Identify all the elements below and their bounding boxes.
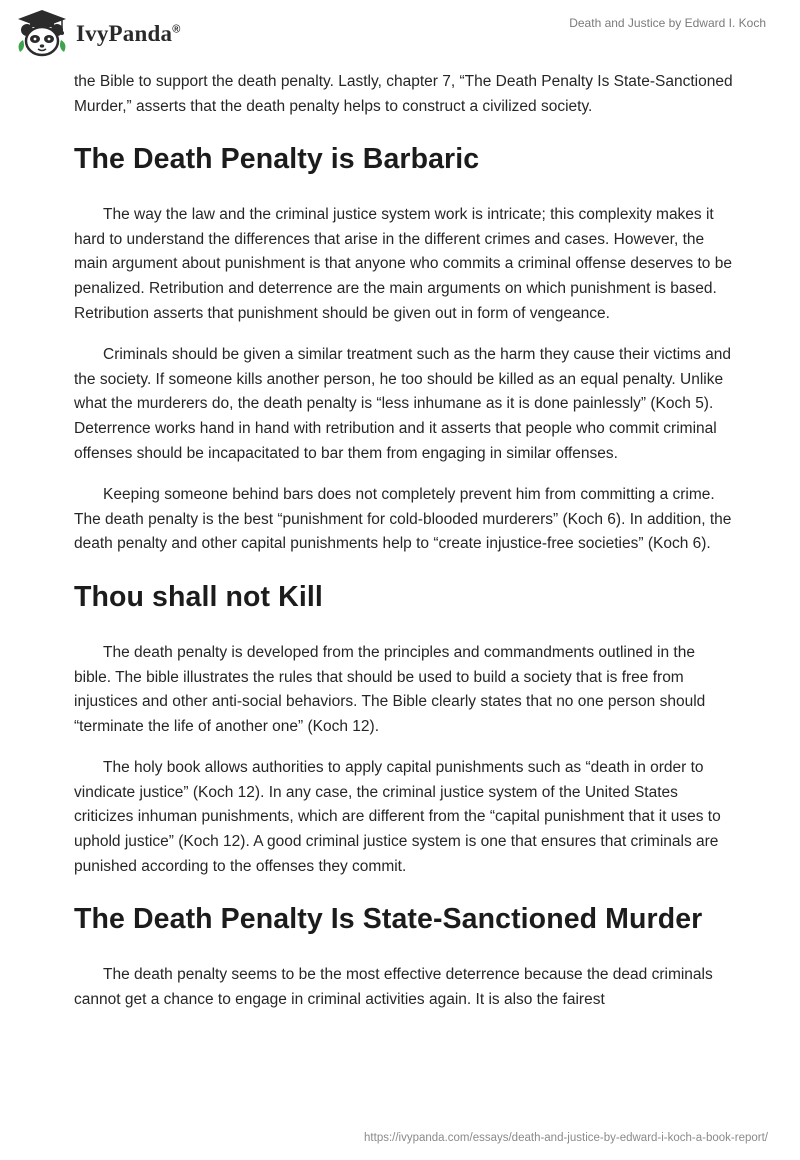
body-paragraph: Keeping someone behind bars does not completely prevent him from committing a crime. The death penalty is the best “punishment for cold-blooded murderers” (Koch 6). In addition, the death penalty and other capital punishments help to “create injustice-free societies” (Koch 6). bbox=[74, 486, 732, 553]
section-heading-state-sanctioned-murder: The Death Penalty Is State-Sanctioned Murder bbox=[74, 903, 703, 936]
section-heading-barbaric: The Death Penalty is Barbaric bbox=[74, 143, 480, 176]
section-heading-thou-shall-not-kill: Thou shall not Kill bbox=[74, 580, 323, 613]
body-paragraph: Criminals should be given a similar treatment such as the harm they cause their victims and the society. If someone kills another person, he too should be killed as an equal penalty. Unlike what the murderers do, the death penalty is “less inhumane as it is done painlessly” (Koch 5). Deterrence works hand in hand with retribution and it asserts that people who commit criminal offenses should be incapacitated to bar them from engaging in similar offenses. bbox=[74, 346, 732, 462]
intro-paragraph: the Bible to support the death penalty. Lastly, chapter 7, “The Death Penalty Is State-Sanctioned Murder,” asserts that the death penalty helps to construct a civilized society. bbox=[74, 73, 733, 115]
panda-graduate-icon bbox=[14, 8, 70, 60]
logo[interactable] bbox=[14, 8, 181, 60]
essay-content bbox=[74, 70, 734, 1029]
document-title: Death and Justice by Edward I. Koch bbox=[569, 16, 766, 30]
body-paragraph: The way the law and the criminal justice system work is intricate; this complexity makes it hard to understand the differences that arise in the different crimes and cases. However, the main argument about punishment is that anyone who commits a criminal offense deserves to be penalized. Retribution and deterrence are the main arguments on which punishment is based. Retribution asserts that punishment should be given out in form of vengeance. bbox=[74, 206, 732, 322]
body-paragraph: The death penalty is developed from the principles and commandments outlined in the bible. The bible illustrates the rules that should be used to build a society that is free from injustices and other anti-social behaviors. The Bible clearly states that no one person should “terminate the life of another one” (Koch 12). bbox=[74, 643, 706, 735]
source-url-link[interactable]: https://ivypanda.com/essays/death-and-justice-by-edward-i-koch-a-book-report/ bbox=[364, 1132, 768, 1144]
brand-name: IvyPanda® bbox=[76, 21, 181, 46]
body-paragraph: The death penalty seems to be the most effective deterrence because the dead criminals cannot get a chance to engage in criminal activities again. It is also the fairest bbox=[74, 966, 713, 1008]
registered-mark: ® bbox=[172, 23, 181, 36]
body-paragraph: The holy book allows authorities to apply capital punishments such as “death in order to vindicate justice” (Koch 12). In any case, the criminal justice system of the United States criticizes inhuman punishments, which are different from the “capital punishment that it uses to uphold justice” (Koch 12). A good criminal justice system is one that ensures that criminals are punished according to the offenses they commit. bbox=[74, 759, 721, 875]
page-header bbox=[0, 0, 800, 70]
